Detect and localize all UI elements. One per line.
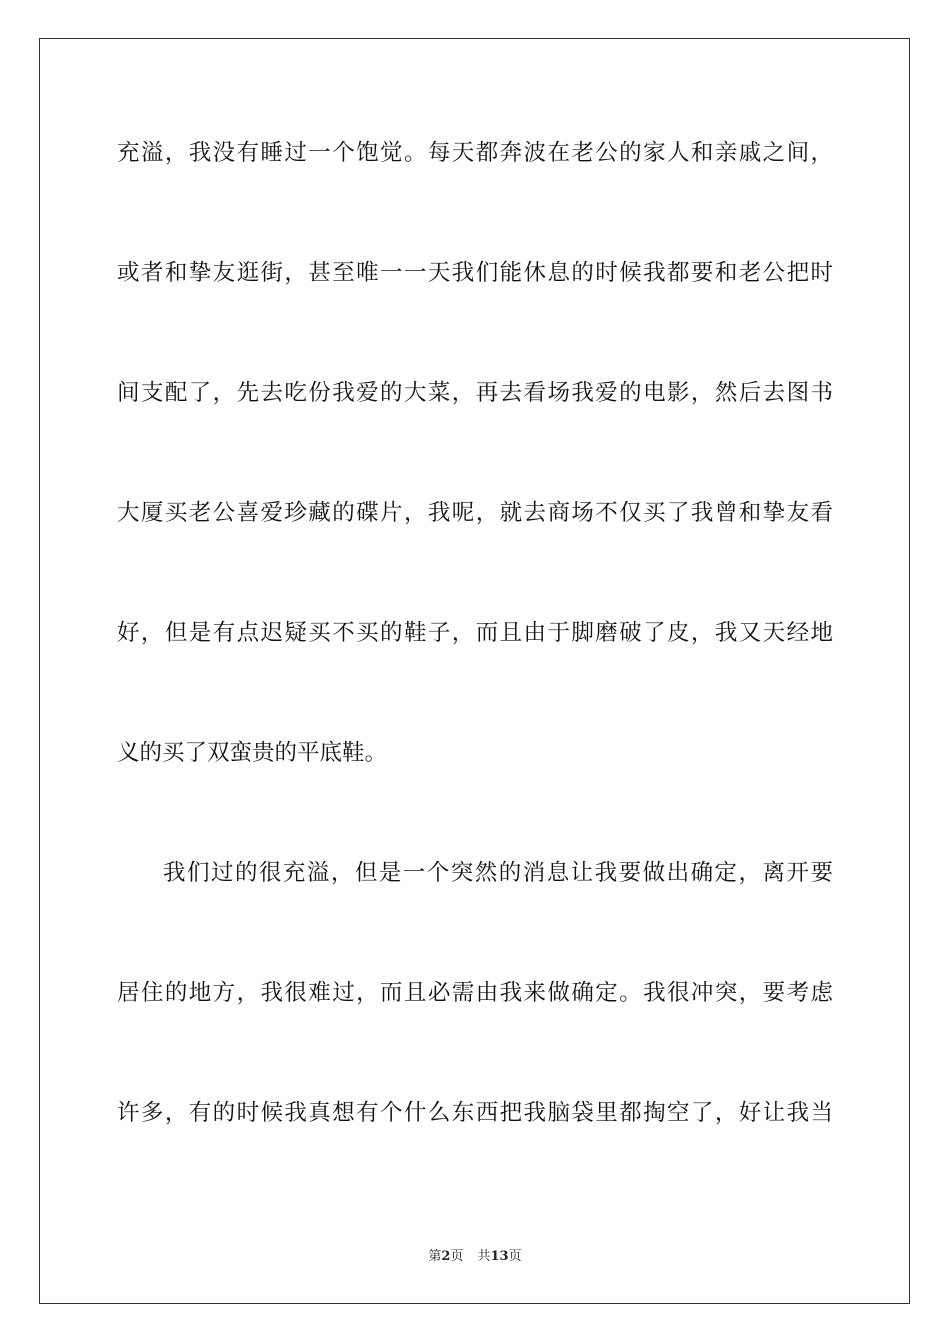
paragraph-line-2: 或者和挚友逛街，甚至唯一一天我们能休息的时候我都要和老公把时 bbox=[117, 260, 833, 286]
paragraph-line-9: 许多，有的时候我真想有个什么东西把我脑袋里都掏空了，好让我当 bbox=[117, 1100, 833, 1126]
footer-page-prefix: 第 bbox=[428, 1249, 442, 1264]
footer-page-number: 2 bbox=[441, 1249, 451, 1264]
footer-total-number: 13 bbox=[490, 1249, 509, 1264]
page-footer bbox=[0, 1248, 950, 1266]
footer-total-prefix: 共 bbox=[477, 1249, 491, 1264]
footer-page-suffix: 页 bbox=[450, 1249, 464, 1264]
paragraph-line-6: 义的买了双蛮贵的平底鞋。 bbox=[117, 740, 388, 766]
paragraph-line-1: 充溢，我没有睡过一个饱觉。每天都奔波在老公的家人和亲戚之间， bbox=[117, 140, 833, 166]
paragraph-line-5: 好，但是有点迟疑买不买的鞋子，而且由于脚磨破了皮，我又天经地 bbox=[117, 620, 833, 646]
paragraph-line-3: 间支配了，先去吃份我爱的大菜，再去看场我爱的电影，然后去图书 bbox=[117, 380, 833, 406]
footer-total-suffix: 页 bbox=[508, 1249, 522, 1264]
paragraph-line-4: 大厦买老公喜爱珍藏的碟片，我呢，就去商场不仅买了我曾和挚友看 bbox=[117, 500, 833, 526]
paragraph-line-7: 我们过的很充溢，但是一个突然的消息让我要做出确定，离开要 bbox=[163, 860, 833, 886]
paragraph-line-8: 居住的地方，我很难过，而且必需由我来做确定。我很冲突，要考虑 bbox=[117, 980, 833, 1006]
